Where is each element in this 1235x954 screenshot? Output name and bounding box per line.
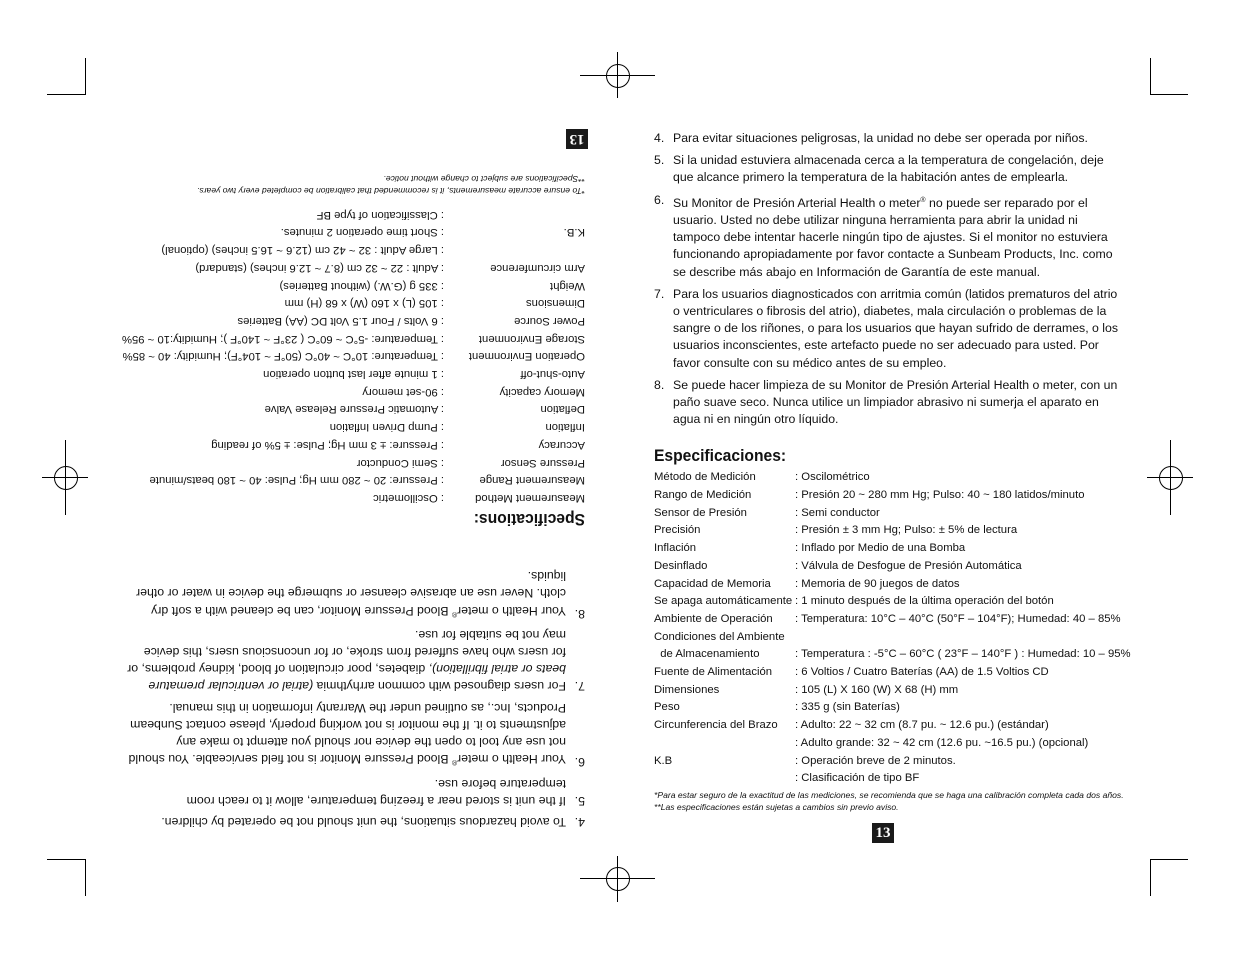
spec-label: Pressure Sensor (500, 456, 585, 469)
spec-row (654, 540, 1124, 558)
spec-row (654, 699, 1124, 717)
footnotes: *To ensure accurate measurements, it is recommended that calibration be completed every two years. **Specifications are subject to change without notice. (196, 174, 585, 197)
specifications-table (654, 469, 1131, 788)
spec-label: Inflation (545, 421, 585, 434)
spec-value: : Presión ± 3 mm Hg; Pulso: ± 5% de lectura (795, 524, 1018, 537)
list-item: 8. Your Health o meter® Blood Pressure Monitor, can be cleaned with a soft dry cloth. Never use an abrasive cleanser or submerge the device in water or other liquids. (136, 569, 585, 621)
list-item: 8. Se puede hacer limpieza de su Monitor de Presión Arterial Health o meter, con un paño suave seco. Nunca utilice un limpiador abrasivo ni sumerja el aparato en agua ni en ningún otro líquido. (654, 377, 1118, 427)
list-item: 6. Your Health o meter® Blood Pressure Monitor is not field serviceable. You should not use any tool to open the device nor should you attempt to make any adjustments to it. If the monitor is not working properly, please contact Sunbeam Products, Inc., as outlined under the Warranty information in this manual. (128, 700, 585, 770)
spec-row (120, 471, 585, 489)
spec-row (120, 382, 585, 400)
spec-row (654, 611, 1124, 629)
spec-row (120, 311, 585, 329)
spec-value: : 1 minute after last button operation (263, 368, 444, 381)
spec-value: : Clasificación de tipo BF (795, 772, 920, 785)
spec-value: : Semi conductor (795, 506, 880, 519)
spec-value: : Automatic Pressure Release Valve (264, 403, 444, 416)
spec-row (120, 435, 585, 453)
spec-row (120, 205, 585, 223)
spec-label: Método de Medición (654, 471, 756, 484)
spec-row (654, 646, 1131, 664)
precautions-list (654, 130, 1124, 428)
spec-value: : 6 Volts / Four 1.5 Volt DC (AA) Batteries (237, 314, 444, 327)
crop-mark (47, 94, 85, 95)
spec-row (120, 347, 585, 365)
spec-row (654, 487, 1124, 505)
spec-label: Fuente de Alimentación (654, 666, 773, 679)
spec-label: Desinflado (654, 559, 708, 572)
list-item: 5. Si la unidad estuviera almacenada cerca a la temperatura de congelación, deje que alcance primero la temperatura de la habitación antes de emplearla. (654, 153, 1104, 185)
spec-label (654, 735, 795, 753)
spec-value: : 105 (L) X 160 (W) X 68 (H) mm (795, 683, 959, 696)
spec-label: Memory capacity (499, 385, 585, 398)
spec-value: : Temperatura : -5°C – 60°C ( 23°F – 140°F ) : Humedad: 10 – 95% (795, 648, 1131, 661)
spec-value: : Válvula de Desfogue de Presión Automática (795, 559, 1022, 572)
spec-value: : Operación breve de 2 minutos. (795, 754, 956, 767)
spec-row (654, 770, 1124, 788)
spec-value: : 90-set memory (362, 385, 444, 398)
spec-row (120, 453, 585, 471)
spec-value: : 335 g (sin Baterías) (795, 701, 900, 714)
spec-row (120, 240, 585, 258)
spec-row (654, 558, 1124, 576)
list-item: 6. Su Monitor de Presión Arterial Health o meter® no puede ser reparado por el usuario. Usted no debe utilizar ninguna herramienta para abrir la unidad ni tampoco debe intentar hacerle ningún tipo de ajustes. Si el monitor no estuviera funcionando apropiadamente por favor contacte a Sunbeam Products, Inc. como se describe más abajo en Información de Garantía de este manual. (654, 192, 1113, 279)
spec-row (654, 505, 1124, 523)
spec-label: Measurement Method (475, 491, 585, 504)
crop-mark (47, 859, 85, 860)
spec-value (795, 629, 1124, 647)
specifications-heading: Specifications: (473, 509, 585, 529)
spec-label: Measurement Range (479, 474, 585, 487)
spec-value: : Pump Driven Inflation (329, 421, 444, 434)
crop-mark (85, 58, 86, 95)
spec-value: : Large Adult : 32 ~ 42 cm (12.6 ~ 16.5 inches) (optional) (161, 244, 444, 257)
list-item: 4. Para evitar situaciones peligrosas, la unidad no debe ser operada por niños. (654, 131, 1088, 145)
spec-row (120, 488, 585, 506)
spec-row (654, 735, 1124, 753)
spec-value: : 105 (L) x 160 (W) x 68 (H) mm (284, 297, 444, 310)
list-item: 5. If the unit is stored near a freezing temperature, allow it to reach room temperature before use. (186, 776, 585, 808)
spec-label: Precisión (654, 524, 701, 537)
spec-label: Inflación (654, 542, 697, 555)
spec-row (120, 294, 585, 312)
spec-row (120, 417, 585, 435)
spec-row (120, 364, 585, 382)
spec-row (654, 717, 1124, 735)
precautions-list (120, 567, 585, 830)
crop-mark (1150, 859, 1151, 896)
spec-value: : Pressure: ± 3 mm Hg; Pulse: ± 5% of reading (211, 438, 444, 451)
spec-value: : Temperature: -5°C ~ 60°C ( 23°F ~ 140°F ); Humidity:10 ~ 95% (121, 332, 444, 345)
spec-label: Dimensions (525, 297, 585, 310)
spec-row (654, 593, 1124, 611)
spec-row (120, 276, 585, 294)
spec-label: Storage Environment (478, 332, 585, 345)
crop-mark (1150, 94, 1188, 95)
spec-value: : Presión 20 ~ 280 mm Hg; Pulso: 40 ~ 180 latidos/minuto (795, 489, 1085, 502)
right-page-spanish (654, 130, 1131, 813)
spec-label: de Almacenamiento (654, 648, 760, 661)
spec-value: : Classification of type BF (316, 208, 444, 221)
spec-value: : Adulto: 22 ~ 32 cm (8.7 pu. ~ 12.6 pu.) (estándar) (795, 719, 1049, 732)
left-page-english (110, 110, 590, 830)
spec-label: Sensor de Presión (654, 506, 747, 519)
spec-row (654, 469, 1124, 487)
spec-row (654, 664, 1124, 682)
list-item: 7. For users diagnosed with common arrhythmia (atrial or ventricular premature beats or atrial fibrillation), diabetes, poor circulation of blood, kidney problems, or for users who have suffered from stroke, or for unconscious users, this device may not be suitable for use. (127, 627, 585, 694)
crop-mark (85, 859, 86, 896)
list-item: 7. Para los usuarios diagnosticados con arritmia común (latidos prematuros del atrio o ventriculares o fibrosis del atrio), diabetes, mala circulación o problemas de la sangre o de los riñones, o para los usuarios que hayan sufrido de derrames, o los usuarios inconscientes, este artefacto puede no ser adecuado para usted. Por favor consulte con su médico antes de su empleo. (654, 286, 1118, 370)
page-number: 13 (566, 129, 588, 149)
spec-value: : 6 Voltios / Cuatro Baterías (AA) de 1.5 Voltios CD (795, 666, 1049, 679)
spec-label (444, 240, 585, 258)
spec-label: Dimensiones (654, 683, 720, 696)
spec-row (120, 258, 585, 276)
crop-mark (1150, 859, 1188, 860)
specifications-table (120, 205, 585, 506)
spec-label: Peso (654, 701, 680, 714)
spec-value: : Memoria de 90 juegos de datos (795, 577, 960, 590)
page-number: 13 (872, 823, 894, 843)
spec-row (654, 629, 1124, 647)
spec-value: : Adult : 22 ~ 32 cm (8.7 ~ 12.6 inches) (standard) (195, 261, 444, 274)
spec-value: : Pressure: 20 ~ 280 mm Hg; Pulse: 40 ~ 180 beats/minute (149, 474, 444, 487)
spec-value: : Temperature: 10°C ~ 40°C (50°F ~ 104°F); Humidity: 40 ~ 85% (122, 350, 444, 363)
spec-row (120, 329, 585, 347)
spec-row (120, 400, 585, 418)
spec-label: Condiciones del Ambiente (654, 630, 785, 643)
spec-value: : 1 minuto después de la última operación del botón (795, 595, 1054, 608)
specifications-heading: Especificaciones: (654, 446, 787, 466)
spec-value: : Short time operation 2 minutes. (280, 226, 444, 239)
spec-value: : 335 g (G.W.) (without Batteries) (279, 279, 444, 292)
spec-label: K.B. (563, 226, 585, 239)
spec-label: Arm circumference (490, 261, 585, 274)
list-item: 4. To avoid hazardous situations, the unit should not be operated by children. (161, 815, 585, 829)
spec-label: Weight (550, 279, 585, 292)
spec-label: Capacidad de Memoria (654, 577, 771, 590)
spec-label: Operation Environment (468, 350, 585, 363)
spec-row (120, 223, 585, 241)
spec-label: Rango de Medición (654, 489, 752, 502)
footnotes: *Para estar seguro de la exactitud de las mediciones, se recomienda que se haga una calibración completa cada dos años. **Las especificaciones están sujetas a cambios sin previo aviso. (654, 790, 1124, 812)
spec-row (654, 522, 1124, 540)
spec-row (654, 682, 1124, 700)
crop-mark (1150, 58, 1151, 95)
spec-label (444, 205, 585, 223)
spec-label: Deflation (540, 403, 585, 416)
spec-value: : Temperatura: 10°C – 40°C (50°F – 104°F); Humedad: 40 – 85% (795, 612, 1121, 625)
spec-label: Power Source (514, 314, 585, 327)
spec-row (654, 576, 1124, 594)
spec-value: : Semi Conductor (356, 456, 444, 469)
spec-value: : Oscilométrico (795, 471, 870, 484)
spec-value: : Inflado por Medio de una Bomba (795, 542, 966, 555)
spec-label: Ambiente de Operación (654, 612, 773, 625)
spec-label: Circunferencia del Brazo (654, 719, 778, 732)
spec-label: Se apaga automáticamente (654, 595, 793, 608)
spec-label: Auto-shut-off (520, 368, 585, 381)
spec-row (654, 753, 1124, 771)
spec-label (654, 770, 795, 788)
spec-label: K.B (654, 754, 673, 767)
spec-value: : Oscillometric (373, 491, 444, 504)
spec-label: Accuracy (538, 438, 585, 451)
spec-value: : Adulto grande: 32 ~ 42 cm (12.6 pu. ~16.5 pu.) (opcional) (795, 736, 1089, 749)
